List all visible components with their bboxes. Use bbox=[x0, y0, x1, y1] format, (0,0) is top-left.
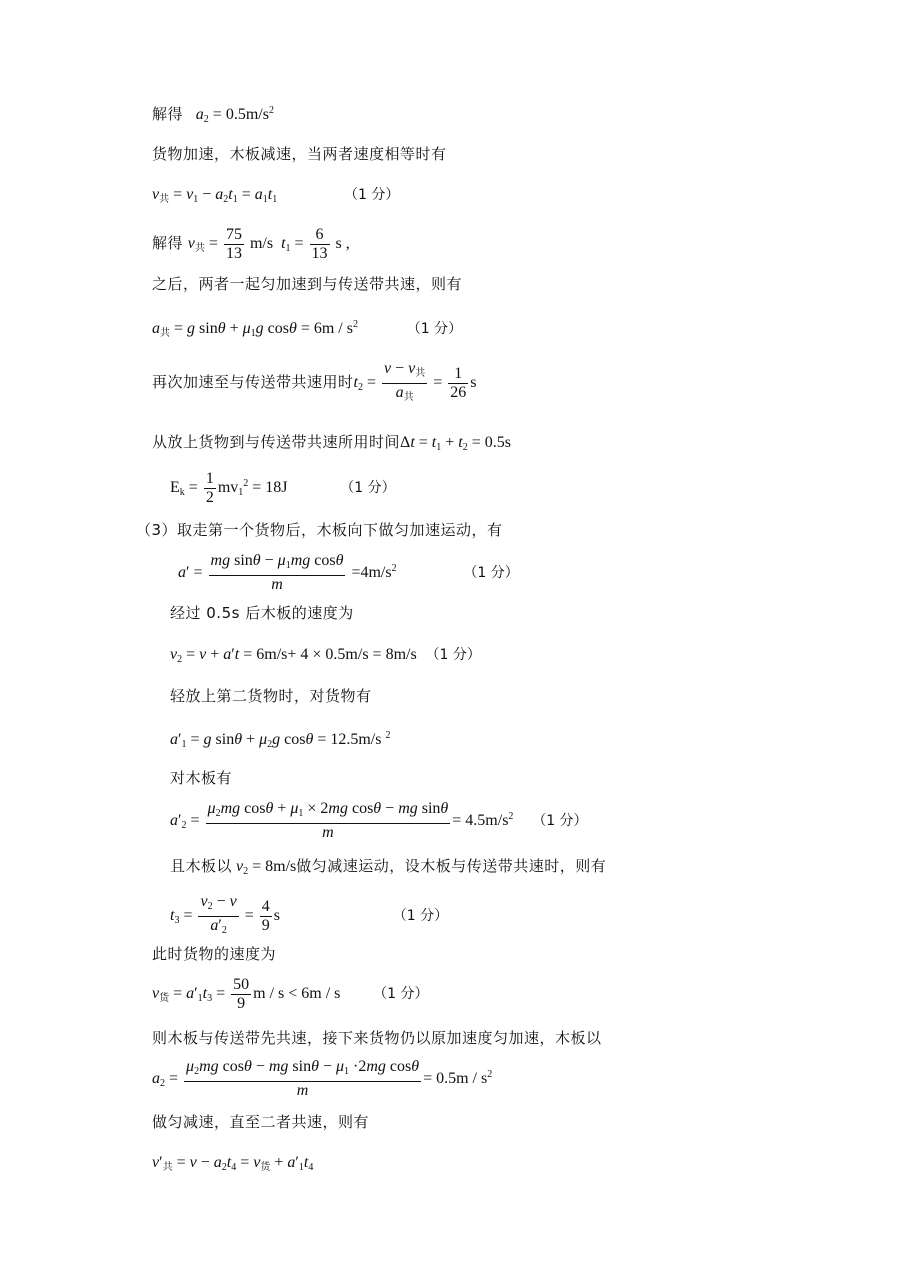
line-board-first: 则木板与传送带先共速，接下来货物仍以原加速度匀加速，木板以 bbox=[152, 1029, 602, 1047]
line-cargo-accel: 货物加速，木板减速，当两者速度相等时有 bbox=[152, 145, 447, 163]
line-t3 bbox=[170, 893, 448, 940]
formula-v-t1: $v_共$ = $\frac{75}{13}$ m/s $t_1$ = $\frac{6}{13}$ s , bbox=[187, 226, 350, 262]
score-4: （1 分） bbox=[463, 564, 519, 581]
line-v2 bbox=[170, 644, 481, 670]
score-5: （1 分） bbox=[425, 647, 481, 663]
score-2: （1 分） bbox=[406, 321, 463, 337]
line-cargo-speed: 此时货物的速度为 bbox=[152, 945, 277, 963]
score-3: （1 分） bbox=[340, 480, 396, 497]
formula-total-time: $\Delta t = t_1 + t_2 = 0.5s$ bbox=[400, 434, 511, 453]
line-a2-formula bbox=[152, 1058, 492, 1100]
line-a1-prime bbox=[170, 726, 390, 755]
formula-a-prime: a′ = $\frac{mg \sin\theta - \mu_1mg \cos\theta}{m}$ $=4m/s^2$ bbox=[178, 552, 397, 593]
score-1: （1 分） bbox=[344, 187, 400, 203]
line-decel-until: 做匀减速，直至二者共速，则有 bbox=[152, 1113, 370, 1131]
line-board: 对木板有 bbox=[170, 769, 233, 787]
line-total-time: 从放上货物到与传送带共速所用时间$\Delta t = t_1 + t_2 = 0.5s$ bbox=[152, 433, 511, 453]
formula-a2-prime: $a'_2$ = $\frac{\mu_2mg \cos\theta + \mu_1 \times 2mg \cos\theta - mg \sin\theta}{m}$ = $4.5m/s^2$ bbox=[170, 800, 514, 841]
line-ek bbox=[170, 470, 396, 507]
formula-a1-prime: $a'_1 = g$ $\sin\theta + \mu_2g$ cosθ = 12.5m/s $^2$ bbox=[170, 730, 391, 750]
line-v-common bbox=[152, 184, 399, 210]
formula-v-huo: $v_货 = a'_1t_3$ = $\frac{50}{9}$ m / s < 6m / s bbox=[152, 976, 341, 1012]
line-second-cargo: 轻放上第二货物时，对货物有 bbox=[170, 687, 372, 705]
score-8: （1 分） bbox=[373, 986, 429, 1003]
line-board-decel: 且木板以 $v_2 = 8m/s$做匀减速运动，设木板与传送带共速时，则有 bbox=[170, 857, 607, 877]
formula-a2: $a_2 = 0.5m/s^2$ bbox=[195, 105, 274, 125]
line-v-common-prime bbox=[152, 1152, 313, 1178]
formula-v-common-prime: $v'_共 = v - a_2t_4 = v_货 + a'_1t_4$ bbox=[152, 1154, 314, 1173]
text-solve: 解得 bbox=[152, 105, 184, 123]
score-7: （1 分） bbox=[392, 908, 449, 925]
line-after-05s: 经过 0.5s 后木板的速度为 bbox=[170, 604, 354, 622]
formula-v2-8: $v_2 = 8m/s$ bbox=[236, 858, 297, 877]
line-a-common bbox=[152, 315, 462, 344]
line-solve-v-t1: 解得 $v_共$ = $\frac{75}{13}$ m/s $t_1$ = $\frac{6}{13}$ s , bbox=[152, 226, 350, 262]
formula-v-common: $v_共 = v_1 - a_2t_1 = a_1t_1$ bbox=[152, 186, 278, 205]
line-part3: （3）取走第一个货物后，木板向下做匀加速运动，有 bbox=[136, 521, 503, 539]
line-t2: 再次加速至与传送带共速用时$t_2$ = $\frac{v - v_共}{a_共}$ = $\frac{1}{26}$ s bbox=[152, 360, 477, 403]
formula-a2-long: $a_2$ = $\frac{\mu_2mg \cos\theta - mg \sin\theta - \mu_1 \cdot 2mg \cos\theta}{m}$ = $0.5m / s^2$ bbox=[152, 1058, 493, 1099]
score-6: （1 分） bbox=[532, 812, 588, 829]
line-v-huo bbox=[152, 976, 429, 1013]
formula-ek: $E_k$ = $\frac{1}{2}$ $mv_1^2 = 18J$ bbox=[170, 470, 288, 506]
line-a-prime bbox=[178, 552, 519, 594]
line-after: 之后，两者一起匀加速到与传送带共速，则有 bbox=[152, 275, 463, 293]
line-a2-prime bbox=[170, 800, 588, 842]
line-solve-a2 bbox=[152, 101, 274, 130]
formula-t3: $t_3$ = $\frac{v_2 - v}{a'_2}$ = $\frac{4}{9}$ s bbox=[170, 893, 280, 936]
formula-v2: $v_2 = v + a't = 6m/s+ 4 \times 0.5m/s = 8m/s$ bbox=[170, 646, 417, 665]
formula-t2: $t_2$ = $\frac{v - v_共}{a_共}$ = $\frac{1}{26}$ s bbox=[353, 360, 477, 403]
formula-a-common: $a_共 = g$ $\sin\theta + \mu_1g$ $\cos\theta = 6m / s^2$ bbox=[152, 319, 358, 339]
